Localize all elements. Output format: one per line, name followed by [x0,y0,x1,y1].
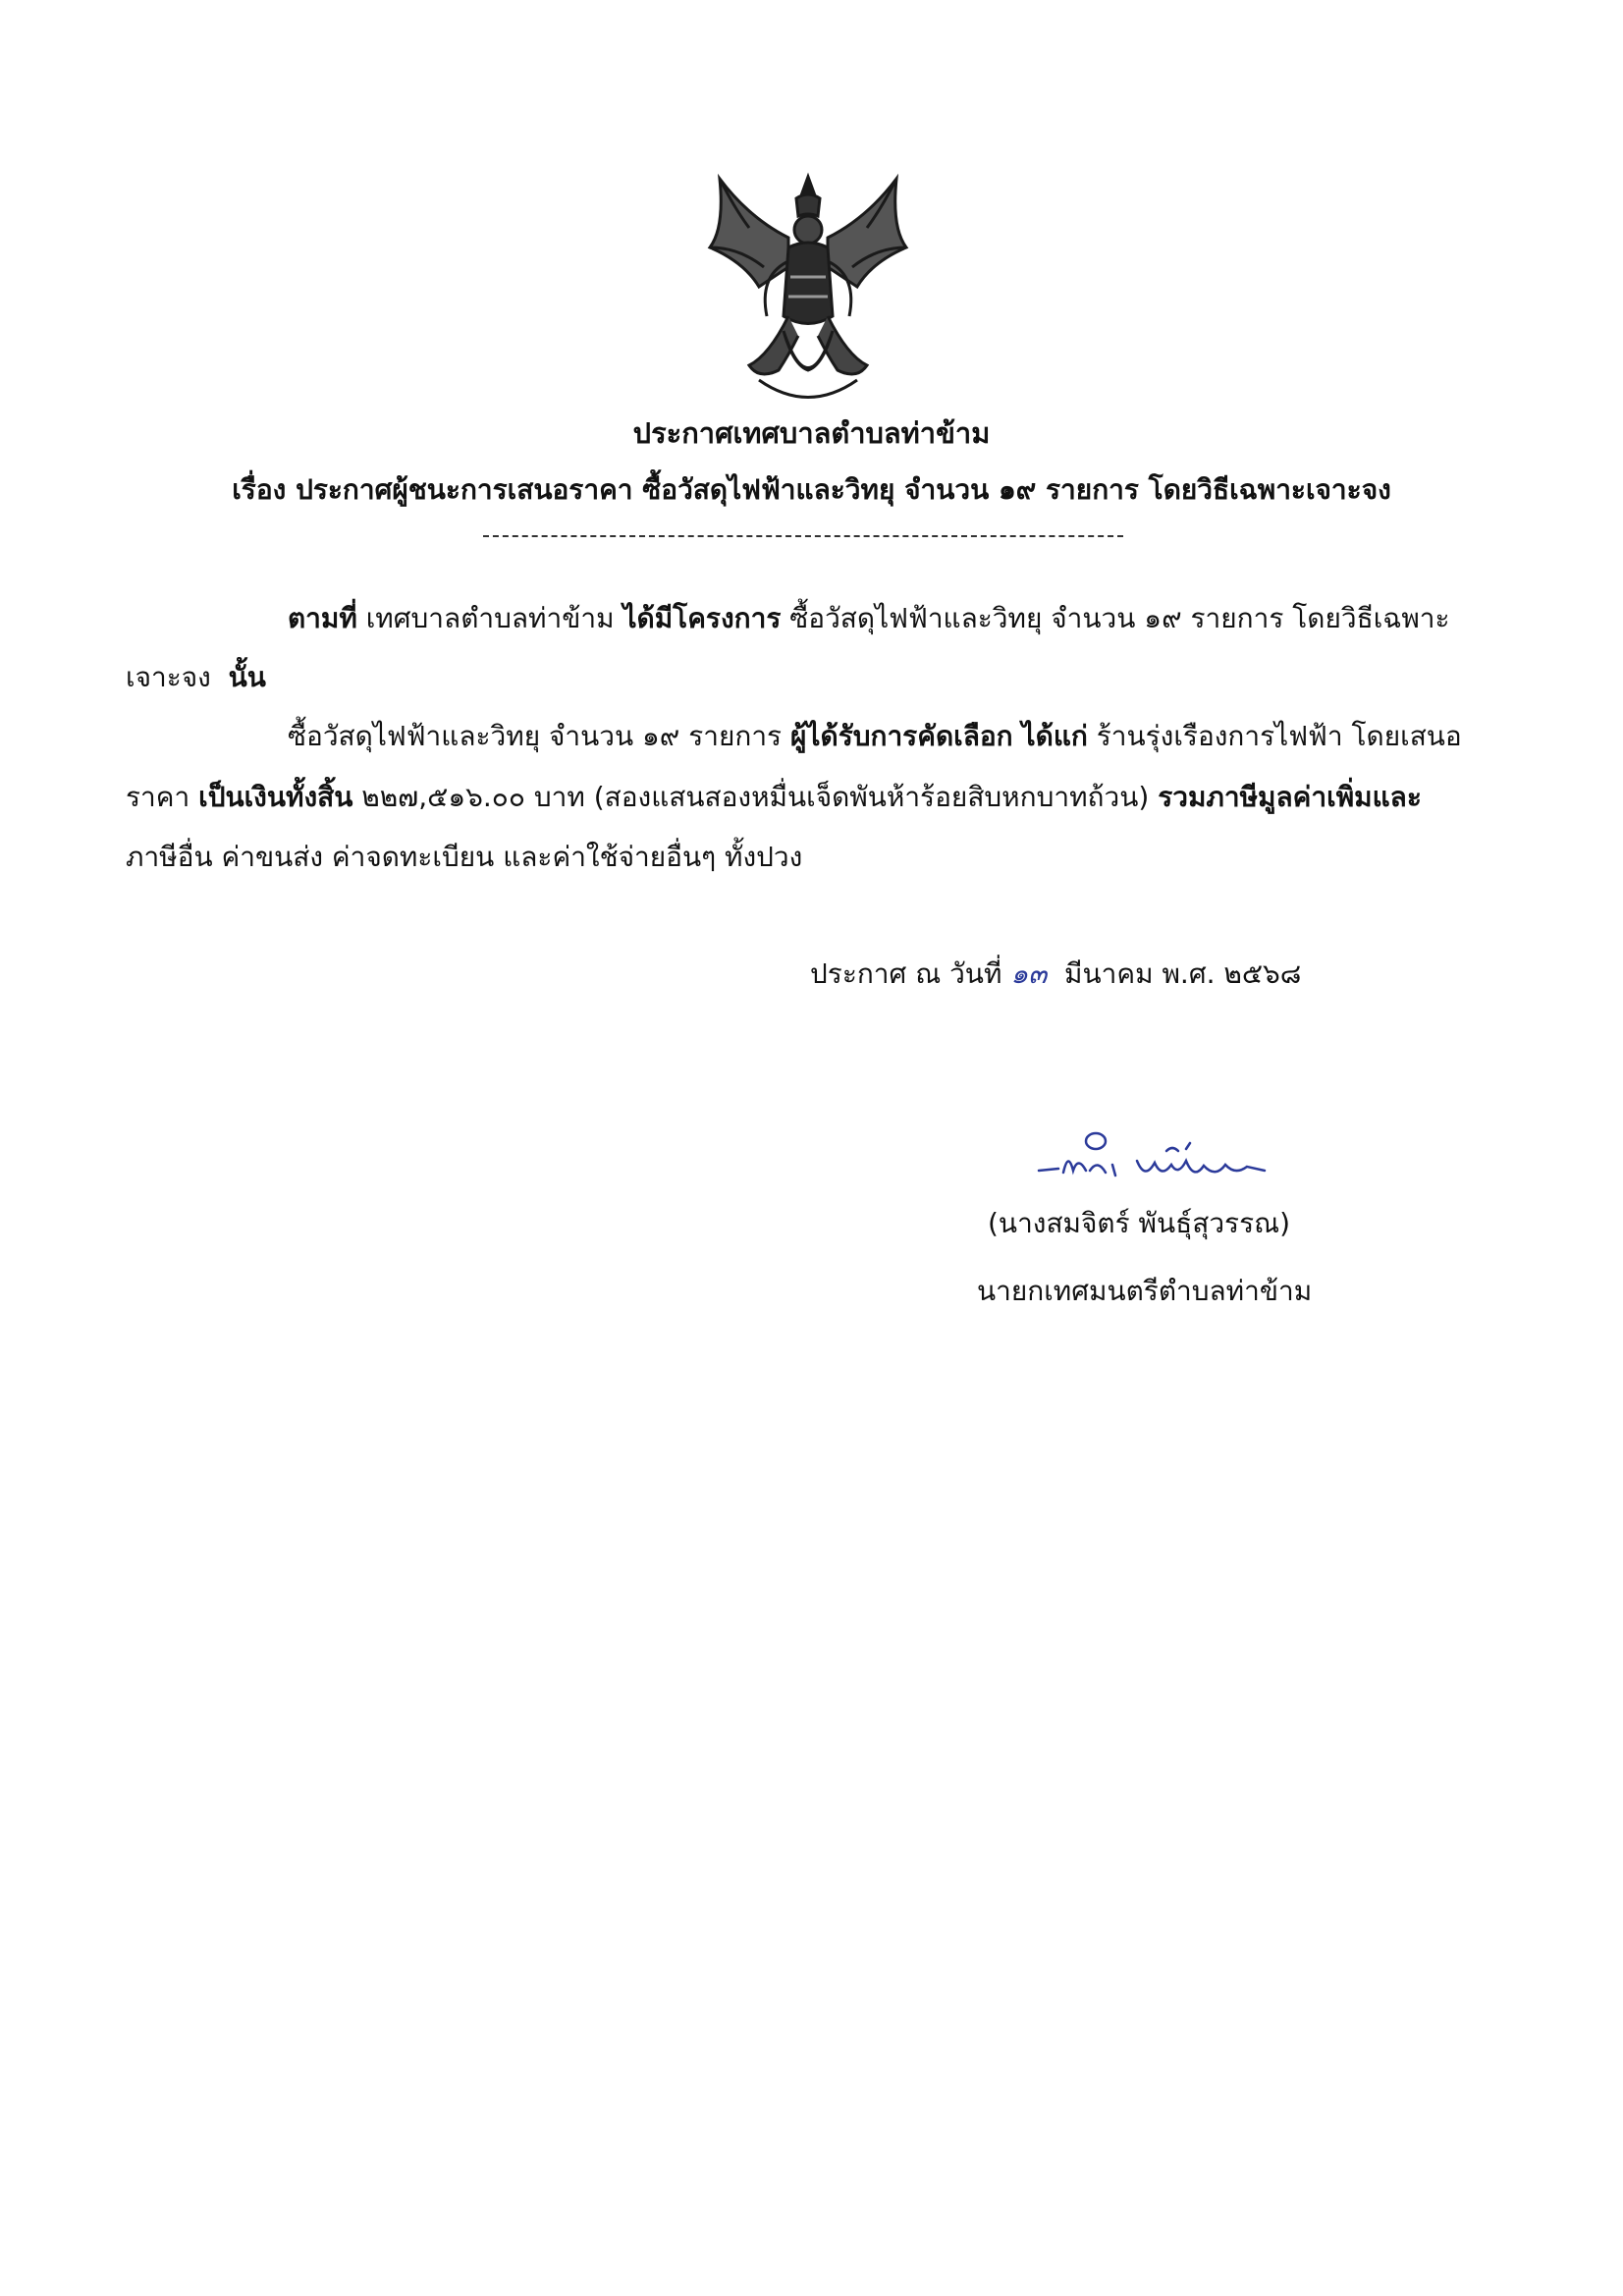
p1-end: นั้น [228,661,266,693]
subject-label: เรื่อง [232,473,287,506]
p1-organization: เทศบาลตำบลท่าข้าม [365,602,615,634]
signatory-name: (นางสมจิตร์ พันธุ์สุวรรณ) [988,1207,1291,1239]
p1-lead: ตามที่ [288,602,357,634]
date-day: ๑๓ [1010,957,1048,990]
p1-continuation: เจาะจง [126,661,211,693]
announcement-date [810,953,1301,996]
p2-winner-label: ได้แก่ [1021,720,1088,752]
p2-price-label: ราคา [126,781,190,813]
paragraph-2-line-2 [126,776,1422,819]
p2-selected-label: ผู้ได้รับการคัดเลือก [790,720,1013,752]
p2-total-label: เป็นเงินทั้งสิ้น [198,781,353,813]
p2-amount: ๒๒๗,๕๑๖.๐๐ บาท (สองแสนสองหมื่นเจ็ดพันห้าร้อยสิบหกบาทถ้วน) [361,781,1150,813]
date-prefix: ประกาศ ณ วันที่ [810,957,1002,990]
page-title: ประกาศเทศบาลตำบลท่าข้าม [632,416,991,450]
paragraph-1-line-1 [288,597,1450,640]
dashed-divider [483,535,1123,537]
paragraph-2-line-1 [288,715,1462,758]
paragraph-1-line-2 [126,656,266,699]
subject-line [0,468,1623,512]
p2-item: ซื้อวัสดุไฟฟ้าและวิทยุ จำนวน ๑๙ รายการ [288,720,783,752]
paragraph-2-line-3 [126,836,802,879]
subject-text: ประกาศผู้ชนะการเสนอราคา ซื้อวัสดุไฟฟ้าและวิทยุ จำนวน ๑๙ รายการ โดยวิธีเฉพาะเจาะจง [296,473,1391,506]
p1-project-label: ได้มีโครงการ [622,602,782,634]
p2-other-costs: ภาษีอื่น ค่าขนส่ง ค่าจดทะเบียน และค่าใช้จ่ายอื่นๆ ทั้งปวง [126,841,803,873]
p2-vat-label: รวมภาษีมูลค่าเพิ่มและ [1158,781,1422,813]
handwritten-signature [1029,1121,1284,1190]
p1-project: ซื้อวัสดุไฟฟ้าและวิทยุ จำนวน ๑๙ รายการ โดยวิธีเฉพาะ [789,602,1450,634]
signatory-position: นายกเทศมนตรีตำบลท่าข้าม [977,1275,1313,1307]
p2-winner: ร้านรุ่งเรืองการไฟฟ้า โดยเสนอ [1096,720,1462,752]
garuda-emblem [690,169,926,414]
date-month-year: มีนาคม พ.ศ. ๒๕๖๘ [1064,957,1302,990]
